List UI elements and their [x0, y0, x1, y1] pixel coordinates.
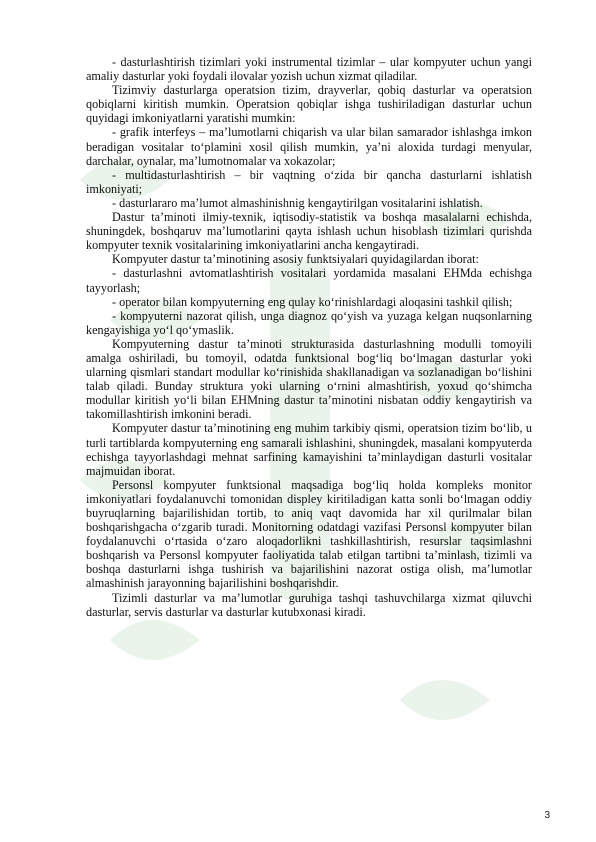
paragraph: - kompyuterni nazorat qilish, unga diagnoz qo‘yish va yuzaga kelgan nuqsonlarning kengayishiga yo‘l qo‘ymaslik.	[86, 308, 532, 337]
paragraph: - grafik interfeys – ma’lumotlarni chiqarish va ular bilan samarador ishlashga imkon beradigan vositalar to‘plamini xosil qilish mumkin, ya’ni aloxida turdagi menyular, darchalar, oynalar, ma’lumotnomalar va xokazolar;	[86, 125, 532, 168]
document-body	[86, 55, 532, 619]
paragraph: - multidasturlashtirish – bir vaqtning o‘zida bir qancha dasturlarni ishlatish imkoniyati;	[86, 167, 532, 196]
paragraph: Personsl kompyuter funktsional maqsadiga bog‘liq holda kompleks monitor imkoniyatlari foydalanuvchi tomonidan displey kiritiladigan katta sonli bo‘lmagan oddiy buyruqlarning bajarilishidan tortib, to aniq vaqt davomida har xil qurilmalar bilan boshqarishgacha o‘zgarib turadi. Monitorning odatdagi vazifasi Personsl kompyuter bilan foydalanuvchi o‘rtasida o‘zaro aloqadorlikni tashkillashtirish, resurslar taqsimlashni boshqarish va Personsl kompyuter faoliyatida talab etilgan tartibni ta’minlash, tizimli va boshqa dasturlarni ishga tushirish va bajarilishini nazorat ostiga olish, ma’lumotlar almashinish jarayonning bajarilishini boshqarishdir.	[86, 477, 532, 591]
page-number: 3	[544, 810, 550, 821]
paragraph: - dasturlashtirish tizimlari yoki instrumental tizimlar – ular kompyuter uchun yangi amaliy dasturlar yoki foydali ilovalar yozish uchun xizmat qiladilar.	[86, 55, 532, 84]
paragraph: Kompyuter dastur ta’minotining asosiy funktsiyalari quyidagilardan iborat:	[112, 252, 479, 267]
paragraph: Kompyuter dastur ta’minotining eng muhim tarkibiy qismi, operatsion tizim bo‘lib, u turli tartiblarda kompyuterning eng samarali ishlashini, shuningdek, masalani kompyuterda echishga tayyorlashdagi mehnat sarfining kamayishini ta’minlaydigan dasturli vositalar majmuidan iborat.	[86, 421, 532, 478]
paragraph: Tizimviy dasturlarga operatsion tizim, drayverlar, qobiq dasturlar va operatsion qobiqlarni kiritish mumkin. Operatsion qobiqlar ishga tushiriladigan dasturlar uchun quyidagi imkoniyatlarni yaratishi mumkin:	[86, 83, 532, 126]
paragraph: - dasturlararo ma’lumot almashinishnig kengaytirilgan vositalarini ishlatish.	[112, 195, 483, 210]
paragraph: - dasturlashni avtomatlashtirish vositalari yordamida masalani EHMda echishga tayyorlash;	[86, 266, 532, 295]
paragraph: Tizimli dasturlar va ma’lumotlar guruhiga tashqi tashuvchilarga xizmat qiluvchi dasturlar, servis dasturlar va dasturlar kutubxonasi kiradi.	[86, 590, 532, 619]
paragraph: - operator bilan kompyuterning eng qulay ko‘rinishlardagi aloqasini tashkil qilish;	[112, 294, 513, 309]
paragraph: Kompyuterning dastur ta’minoti strukturasida dasturlashning modulli tomoyili amalga oshiriladi, bu tomoyil, odatda funktsional bog‘liq bo‘lmagan dasturlar yoki ularning qismlari standart modullar ko‘rinishida shakllanadigan va sozlanadigan bo‘lishini talab qiladi. Bunday struktura yoki ularning o‘rnini almashtirish, yoxud qo‘shimcha modullar kiritish yo‘li bilan EHMning dastur ta’minotini nisbatan oddiy kengaytirish va takomillashtirish imkonini beradi.	[86, 336, 532, 422]
paragraph: Dastur ta’minoti ilmiy-texnik, iqtisodiy-statistik va boshqa masalalarni echishda, shuningdek, boshqaruv ma’lumotlarini qayta ishlash uchun hisoblash tizimlari qurishda kompyuter texnik vositalarining imkoniyatlarini ancha kengaytiradi.	[86, 210, 532, 253]
